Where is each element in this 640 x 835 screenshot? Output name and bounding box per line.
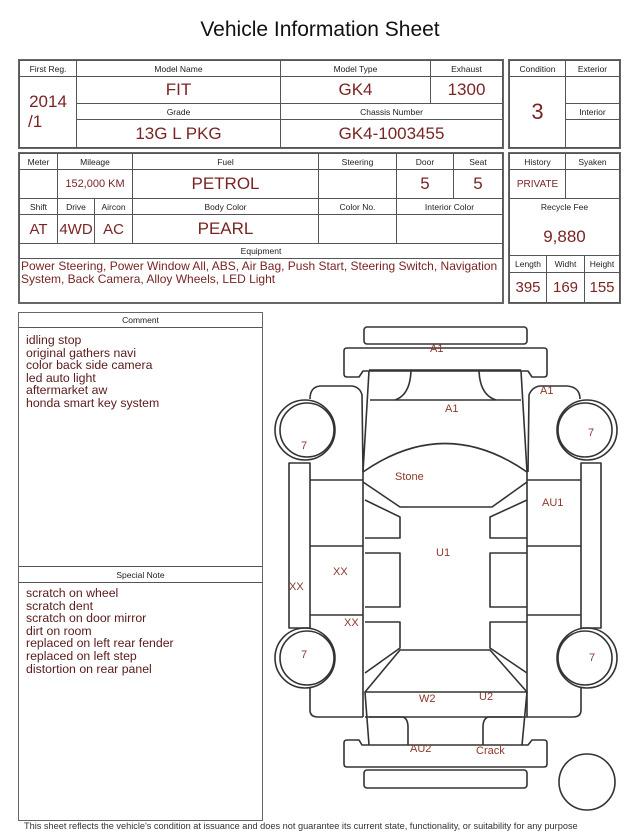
damage-mark: A1 — [430, 343, 444, 355]
first-reg-month: /1 — [28, 112, 43, 131]
height-label: Height — [584, 255, 620, 273]
exhaust-value: 1300 — [430, 76, 503, 104]
width-value: 169 — [546, 272, 585, 303]
height-value: 155 — [584, 272, 620, 303]
comment-label: Comment — [19, 313, 262, 328]
first-reg-value — [19, 76, 77, 148]
aircon-label: Aircon — [94, 198, 133, 215]
special-note-line: replaced on left step — [26, 648, 137, 663]
comment-list — [26, 334, 159, 410]
grade-value: 13G L PKG — [76, 119, 281, 148]
width-label: Widht — [546, 255, 585, 273]
syaken-label: Syaken — [565, 153, 620, 170]
right-sill — [581, 463, 601, 628]
damage-mark: W2 — [419, 693, 436, 705]
damage-mark: A1 — [445, 403, 459, 415]
special-note-line: scratch dent — [26, 598, 93, 613]
seat-label: Seat — [453, 153, 503, 170]
left-doors — [310, 480, 363, 615]
damage-mark: Stone — [395, 471, 424, 483]
special-note-line: replaced on left rear fender — [26, 636, 174, 651]
seat-value: 5 — [453, 169, 503, 199]
car-damage-diagram — [270, 315, 630, 815]
comment-line: honda smart key system — [26, 395, 160, 410]
left-sill — [289, 463, 310, 628]
damage-mark: 7 — [301, 440, 308, 452]
color-no-value — [318, 214, 397, 244]
page-title: Vehicle Information Sheet — [200, 18, 440, 41]
special-note-line: scratch on wheel — [26, 586, 119, 600]
right-rear-fender — [527, 687, 581, 717]
model-type-value: GK4 — [280, 76, 431, 104]
damage-mark: 7 — [589, 652, 596, 664]
trunk — [365, 692, 527, 745]
door-label: Door — [396, 153, 454, 170]
damage-mark: XX — [289, 581, 304, 593]
left-rear-fender — [310, 687, 363, 717]
left-headlight — [395, 371, 411, 400]
exterior-value — [565, 76, 620, 104]
right-rear-wheel — [557, 628, 617, 688]
color-no-label: Color No. — [318, 198, 397, 215]
right-taillight — [483, 717, 522, 745]
interior-label: Interior — [565, 103, 620, 120]
recycle-fee-value: 9,880 — [543, 227, 586, 246]
first-reg-label: First Reg. — [19, 60, 77, 77]
comment-line: original gathers navi — [26, 345, 137, 360]
right-front-wheel — [557, 400, 617, 460]
history-label: History — [509, 153, 566, 170]
body-sides — [363, 472, 527, 717]
right-front-fender — [528, 386, 580, 472]
chassis-value: GK4-1003455 — [280, 119, 503, 148]
interior-color-label: Interior Color — [396, 198, 503, 215]
body-color-value: PEARL — [132, 214, 319, 244]
damage-mark: U1 — [436, 547, 451, 559]
length-label: Length — [509, 255, 547, 273]
special-note-line: scratch on door mirror — [26, 611, 147, 626]
chassis-label: Chassis Number — [280, 103, 503, 120]
comment-line: color back side camera — [26, 358, 153, 373]
damage-mark: Crack — [476, 745, 505, 757]
grade-label: Grade — [76, 103, 281, 120]
comment-line: led auto light — [26, 370, 96, 385]
meter-value — [19, 169, 58, 199]
damage-mark: XX — [344, 617, 359, 629]
steering-value — [318, 169, 397, 199]
condition-label: Condition — [509, 60, 566, 77]
comment-line: aftermarket aw — [26, 383, 108, 398]
left-front-fender — [310, 386, 363, 472]
model-type-label: Model Type — [280, 60, 431, 77]
history-value: PRIVATE — [509, 169, 566, 199]
meter-label: Meter — [19, 153, 58, 170]
rear-bumper-bar — [364, 770, 527, 788]
model-name-label: Model Name — [76, 60, 281, 77]
fuel-value: PETROL — [132, 169, 319, 199]
exterior-label: Exterior — [565, 60, 620, 77]
left-windows — [365, 500, 400, 673]
syaken-value — [565, 169, 620, 199]
damage-mark: AU1 — [542, 497, 564, 509]
front-bumper — [344, 348, 547, 377]
disclaimer-footer: This sheet reflects the vehicle's condition at issuance and does not guarantee its current state, functionality, or suitability for any purpose — [24, 821, 578, 831]
body-color-label: Body Color — [132, 198, 319, 215]
left-taillight — [369, 717, 408, 745]
exhaust-label: Exhaust — [430, 60, 503, 77]
spare-wheel — [559, 754, 615, 810]
shift-label: Shift — [19, 198, 58, 215]
recycle-fee-label: Recycle Fee — [509, 198, 620, 256]
steering-label: Steering — [318, 153, 397, 170]
rear-bumper — [344, 740, 547, 767]
condition-value: 3 — [509, 76, 566, 148]
mileage-value: 152,000 KM — [57, 169, 133, 199]
fuel-label: Fuel — [132, 153, 319, 170]
right-headlight — [479, 371, 496, 400]
windshield — [363, 444, 527, 508]
interior-value — [565, 119, 620, 148]
special-note-line: dirt on room — [26, 623, 92, 638]
special-note-list — [26, 587, 174, 675]
front-bumper-bar — [364, 327, 527, 344]
interior-color-value — [396, 214, 503, 244]
damage-mark: A1 — [540, 385, 554, 397]
right-windows — [490, 500, 527, 673]
damage-mark: U2 — [479, 691, 494, 703]
equipment-value: Power Steering, Power Window All, ABS, Air Bag, Push Start, Steering Switch, Navigation System, Back Camera, Alloy Wheels, LED Light — [21, 259, 498, 286]
damage-mark: XX — [333, 566, 348, 578]
shift-value: AT — [19, 214, 58, 244]
damage-mark: AU2 — [410, 743, 432, 755]
door-value: 5 — [396, 169, 454, 199]
damage-mark: 7 — [301, 649, 308, 661]
damage-mark: 7 — [588, 427, 595, 439]
comment-line: idling stop — [26, 333, 82, 347]
model-name-value: FIT — [76, 76, 281, 104]
equipment-label: Equipment — [19, 243, 503, 259]
mileage-label: Mileage — [57, 153, 133, 170]
drive-value: 4WD — [57, 214, 95, 244]
special-note-label: Special Note — [19, 566, 262, 583]
special-note-line: distortion on rear panel — [26, 661, 152, 676]
drive-label: Drive — [57, 198, 95, 215]
length-value: 395 — [509, 272, 547, 303]
aircon-value: AC — [94, 214, 133, 244]
first-reg-year: 2014 — [29, 92, 67, 111]
